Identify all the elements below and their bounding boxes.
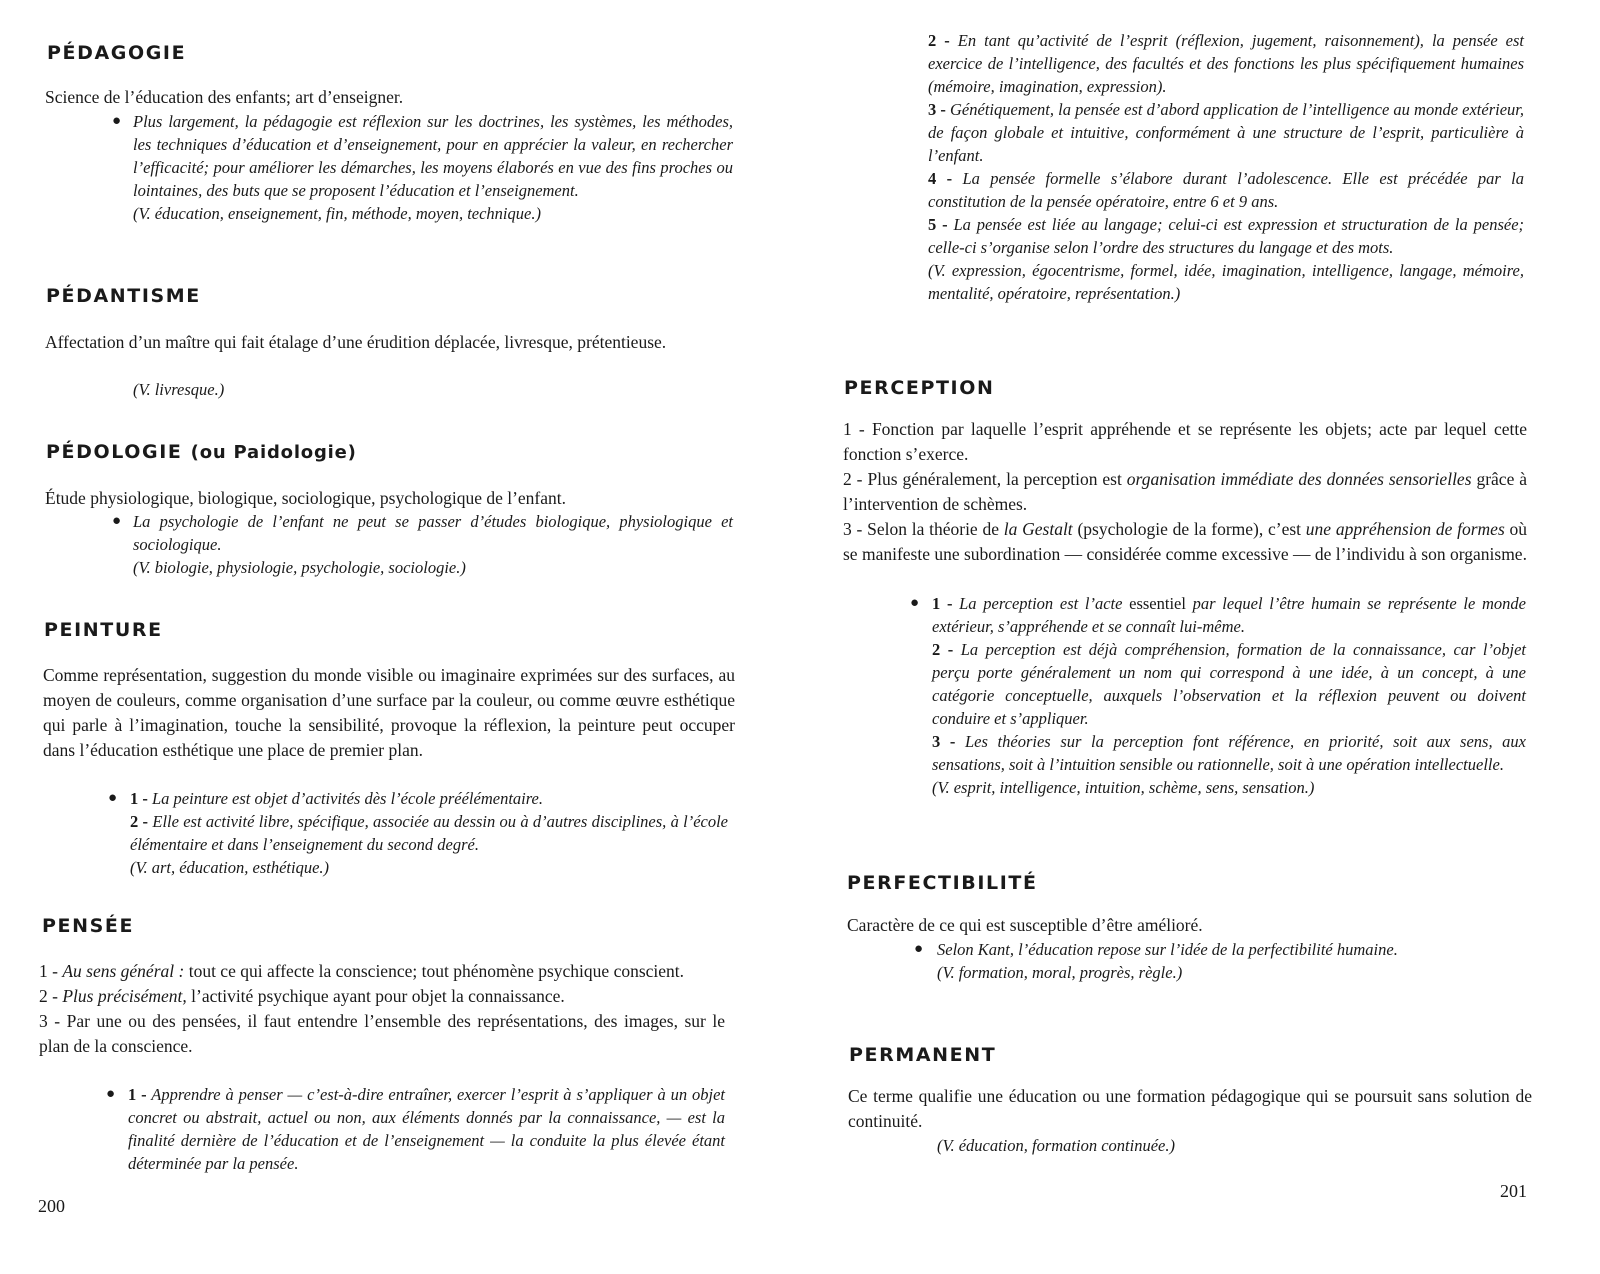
headword-qualifier: (ou Paidologie) xyxy=(190,442,357,463)
notes-pensee-continued xyxy=(928,29,1524,305)
definition-pedantisme xyxy=(45,330,735,355)
bullet-icon: ● xyxy=(112,113,122,129)
see-also-peinture: (V. art, éducation, esthétique.) xyxy=(130,858,330,877)
note-pensee xyxy=(128,1083,725,1175)
note-perfectibilite xyxy=(937,938,1527,984)
bullet-icon: ● xyxy=(106,1086,116,1102)
definition-perfectibilite xyxy=(847,913,1527,938)
definition-pedologie xyxy=(45,486,735,511)
page-number: 200 xyxy=(38,1196,65,1216)
see-also-permanent: (V. éducation, formation continuée.) xyxy=(937,1136,1175,1155)
headword-perfectibilite: PERFECTIBILITÉ xyxy=(847,872,1038,894)
note-2: 2 - La perception est déjà compréhension, formation de la connaissance, car l’objet perçu porte généralement un nom qui correspond à une idée, à un concept, à une catégorie conceptuelle, auxquels l’observation et la réflexion peuvent ou doivent conduire et s’appliquer. xyxy=(932,640,1526,728)
headword-text: PÉDOLOGIE xyxy=(46,441,183,463)
sense-3: 3 - Selon la théorie de la Gestalt (psychologie de la forme), c’est une appréhension de formes où se manifeste une subordination — considérée comme excessive — de l’individu à son organisme. xyxy=(843,519,1528,564)
definition-text: Comme représentation, suggestion du monde visible ou imaginaire exprimées sur des surfaces, au moyen de couleurs, comme organisation d’une surface par la couleur, ou comme œuvre esthétique qui parle à l’imagination, touche la sensibilité, provoque la réflexion, la peinture peut occuper dans l’éducation esthétique une place de premier plan. xyxy=(43,665,735,760)
headword-perception: PERCEPTION xyxy=(844,377,995,399)
headword-permanent: PERMANENT xyxy=(849,1044,997,1066)
sense-2: 2 - Plus généralement, la perception est organisation immédiate des données sensorielles grâce à l’intervention de schèmes. xyxy=(843,469,1528,514)
page-right xyxy=(800,0,1600,1274)
headword-pedagogie: PÉDAGOGIE xyxy=(47,42,187,64)
headword-pedantisme: PÉDANTISME xyxy=(46,285,201,307)
bullet-icon: ● xyxy=(910,595,920,611)
see-also-pensee: (V. expression, égocentrisme, formel, idée, imagination, intelligence, langage, mémoire, mentalité, opératoire, représentation.) xyxy=(928,261,1524,303)
sense-1: 1 - Fonction par laquelle l’esprit appréhende et se représente les objets; acte par lequel cette fonction s’exerce. xyxy=(843,419,1527,464)
note-peinture xyxy=(130,787,728,879)
definition-text: Affectation d’un maître qui fait étalage d’une érudition déplacée, livresque, prétentieuse. xyxy=(45,332,667,352)
note-4: 4 - La pensée formelle s’élabore durant l’adolescence. Elle est précédée par la constitution de la pensée opératoire, entre 6 et 9 ans. xyxy=(928,169,1525,211)
note-pedantisme xyxy=(133,378,733,401)
headword-peinture: PEINTURE xyxy=(44,619,163,641)
definition-permanent xyxy=(848,1084,1532,1134)
note-2: 2 - En tant qu’activité de l’esprit (réflexion, jugement, raisonnement), la pensée est exercice de l’intelligence, des facultés et des fonctions les plus spécifiquement humaines (mémoire, imagination, expression). xyxy=(928,31,1525,96)
see-also-perception: (V. esprit, intelligence, intuition, schème, sens, sensation.) xyxy=(932,778,1315,797)
headword-pensee: PENSÉE xyxy=(42,915,135,937)
note-permanent xyxy=(937,1134,1527,1157)
definition-text: Étude physiologique, biologique, sociologique, psychologique de l’enfant. xyxy=(45,488,567,508)
see-also-pedologie: (V. biologie, physiologie, psychologie, sociologie.) xyxy=(133,558,466,577)
see-also-pedantisme: (V. livresque.) xyxy=(133,380,225,399)
note-2: 2 - Elle est activité libre, spécifique, associée au dessin ou à d’autres disciplines, à l’école élémentaire et dans l’enseignement du second degré. xyxy=(130,812,728,854)
see-also-perfectibilite: (V. formation, moral, progrès, règle.) xyxy=(937,963,1183,982)
note-1: 1 - Apprendre à penser — c’est-à-dire entraîner, exercer l’esprit à s’appliquer à un objet concret ou abstrait, actuel ou non, aux éléments donnés par la connaissance, — est la finalité dernière de l’éducation et de l’enseignement — la conduite la plus élevée étant déterminée par la pensée. xyxy=(128,1085,725,1173)
note-text: Selon Kant, l’éducation repose sur l’idée de la perfectibilité humaine. xyxy=(937,940,1398,959)
note-3: 3 - Les théories sur la perception font référence, en priorité, soit aux sens, aux sensations, soit à l’intuition sensible ou rationnelle, soit à une opération intellectuelle. xyxy=(932,732,1527,774)
definition-text: Ce terme qualifie une éducation ou une formation pédagogique qui se poursuit sans solution de continuité. xyxy=(848,1086,1532,1131)
note-1: 1 - La perception est l’acte essentiel par lequel l’être humain se représente le monde extérieur, s’appréhende et se connaît lui-même. xyxy=(932,594,1526,636)
senses-perception xyxy=(843,417,1527,567)
note-1: 1 - La peinture est objet d’activités dès l’école préélémentaire. xyxy=(130,789,543,808)
definition-text: Caractère de ce qui est susceptible d’être amélioré. xyxy=(847,915,1203,935)
bullet-icon: ● xyxy=(108,790,118,806)
definition-text: Science de l’éducation des enfants; art d’enseigner. xyxy=(45,87,404,107)
note-text: Plus largement, la pédagogie est réflexion sur les doctrines, les systèmes, les méthodes, les techniques d’éducation et d’enseignement, pour en apprécier la valeur, en rechercher l’efficacité; pour améliorer les démarches, les moyens élaborés en vue des fins proches ou lointaines, des buts que se proposent l’éducation et l’enseignement. xyxy=(133,112,733,200)
note-3: 3 - Génétiquement, la pensée est d’abord application de l’intelligence au monde extérieur, de façon globale et intuitive, conformément à une structure de l’esprit, particulière à l’enfant. xyxy=(928,100,1525,165)
note-5: 5 - La pensée est liée au langage; celui-ci est expression et structuration de la pensée; celle-ci s’organise selon l’ordre des structures du langage et des mots. xyxy=(928,215,1525,257)
senses-pensee xyxy=(39,959,725,1059)
headword-pedologie xyxy=(46,441,357,463)
bullet-icon: ● xyxy=(112,513,122,529)
notes-perception xyxy=(932,592,1526,799)
definition-peinture xyxy=(43,663,735,763)
see-also-pedagogie: (V. éducation, enseignement, fin, méthode, moyen, technique.) xyxy=(133,204,541,223)
sense-2: 2 - Plus précisément, l’activité psychique ayant pour objet la connaissance. xyxy=(39,986,565,1006)
page-number: 201 xyxy=(1500,1181,1527,1201)
note-pedologie xyxy=(133,510,733,579)
definition-pedagogie xyxy=(45,85,735,110)
note-text: La psychologie de l’enfant ne peut se passer d’études biologique, physiologique et sociologique. xyxy=(133,512,733,554)
sense-1: 1 - Au sens général : tout ce qui affecte la conscience; tout phénomène psychique conscient. xyxy=(39,961,685,981)
bullet-icon: ● xyxy=(914,941,924,957)
sense-3: 3 - Par une ou des pensées, il faut entendre l’ensemble des représentations, des images, sur le plan de la conscience. xyxy=(39,1011,726,1056)
note-pedagogie xyxy=(133,110,733,225)
